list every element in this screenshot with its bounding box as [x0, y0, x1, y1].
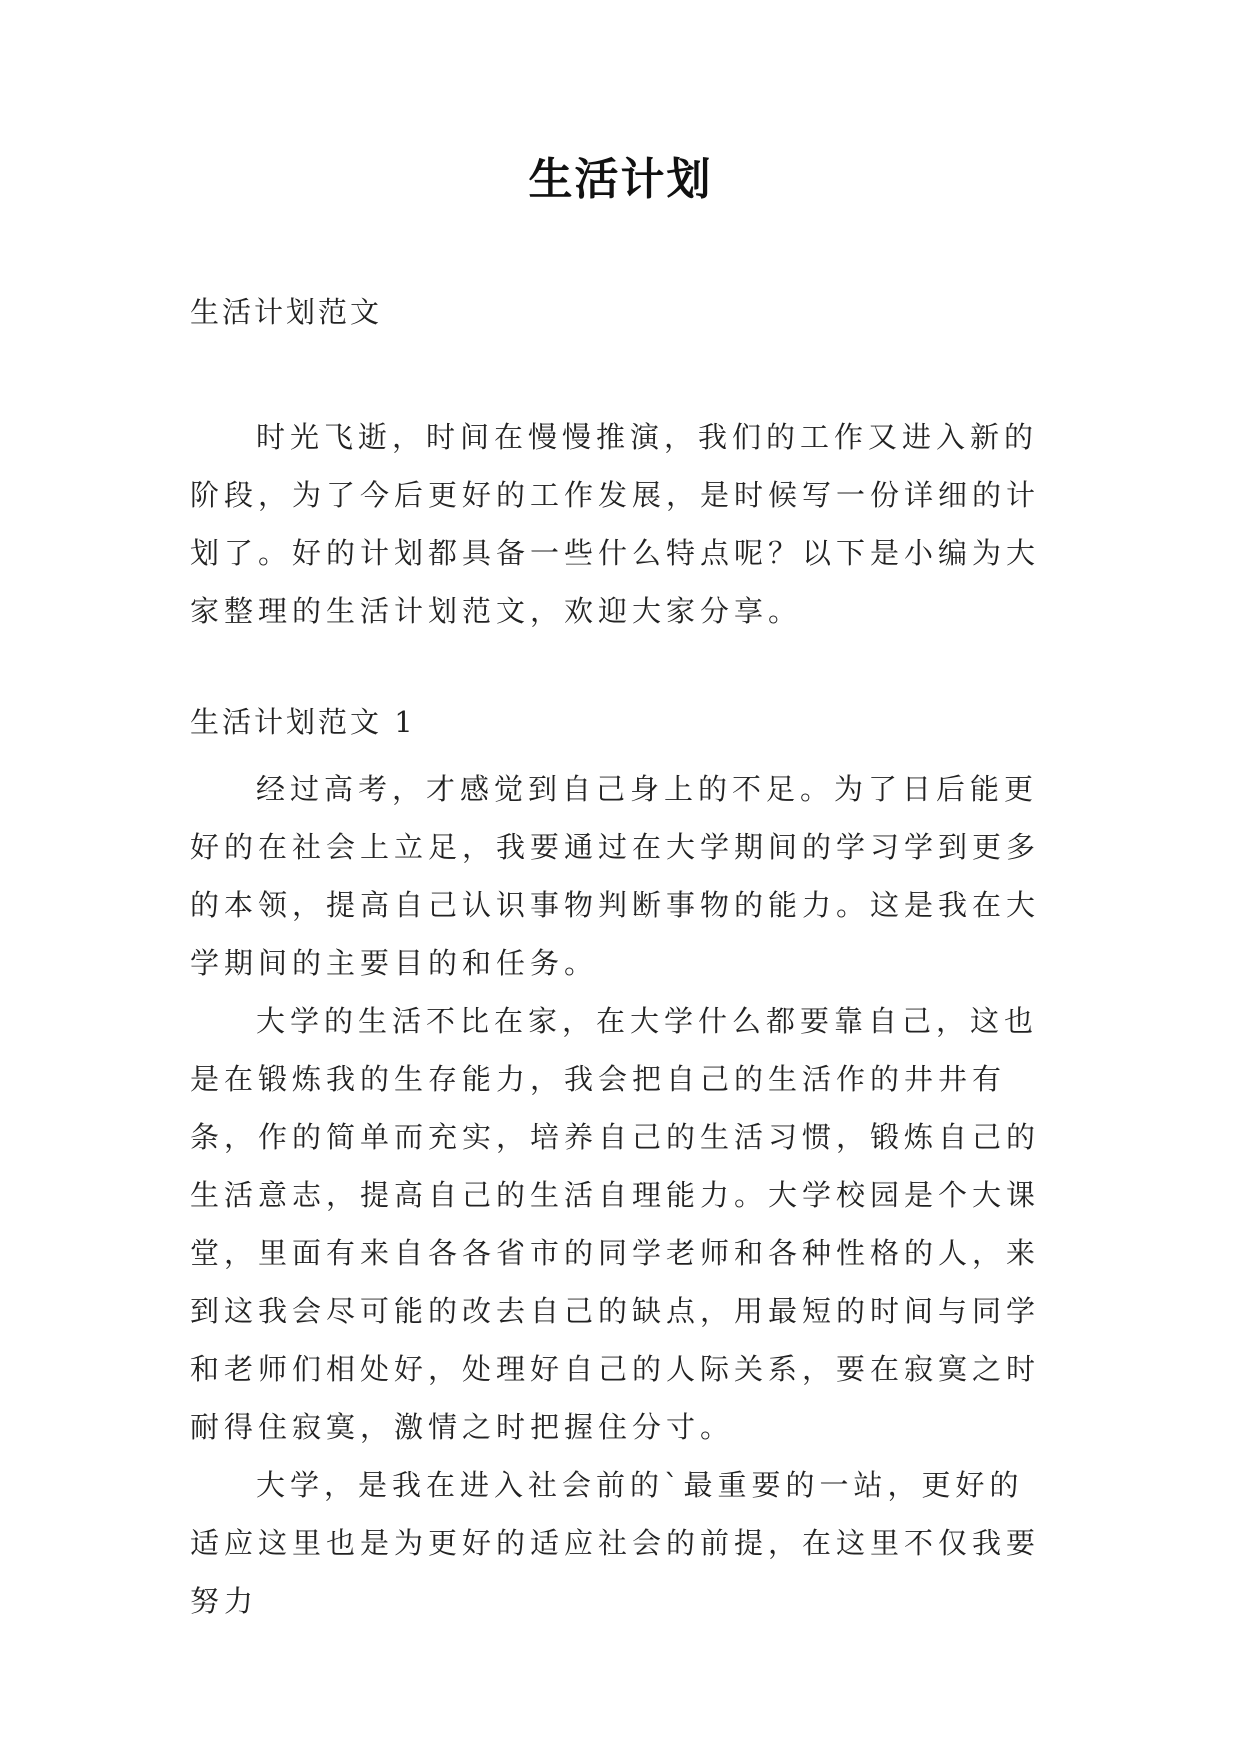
body-paragraph-2: 大学的生活不比在家，在大学什么都要靠自己，这也是在锻炼我的生存能力，我会把自己的生活作的井井有条，作的简单而充实，培养自己的生活习惯，锻炼自己的生活意志，提高自己的生活自理能力。大学校园是个大课堂，里面有来自各各省市的同学老师和各种性格的人，来到这我会尽可能的改去自己的缺点，用最短的时间与同学和老师们相处好，处理好自己的人际关系，要在寂寞之时耐得住寂寞，激情之时把握住分寸。: [190, 1004, 1041, 1444]
section-body: [190, 760, 1050, 1630]
body-paragraph-1: 经过高考，才感觉到自己身上的不足。为了日后能更好的在社会上立足，我要通过在大学期间的学习学到更多的本领，提高自己认识事物判断事物的能力。这是我在大学期间的主要目的和任务。: [190, 772, 1041, 980]
document-title: 生活计划: [528, 154, 713, 205]
document-subtitle: 生活计划范文: [190, 295, 383, 329]
section-heading: 生活计划范文 1: [190, 705, 416, 739]
body-paragraph-3: 大学，是我在进入社会前的`最重要的一站，更好的适应这里也是为更好的适应社会的前提，在这里不仅我要努力: [190, 1468, 1041, 1618]
intro-paragraph: 时光飞逝，时间在慢慢推演，我们的工作又进入新的阶段，为了今后更好的工作发展，是时候写一份详细的计划了。好的计划都具备一些什么特点呢？以下是小编为大家整理的生活计划范文，欢迎大家分享。: [190, 420, 1041, 628]
